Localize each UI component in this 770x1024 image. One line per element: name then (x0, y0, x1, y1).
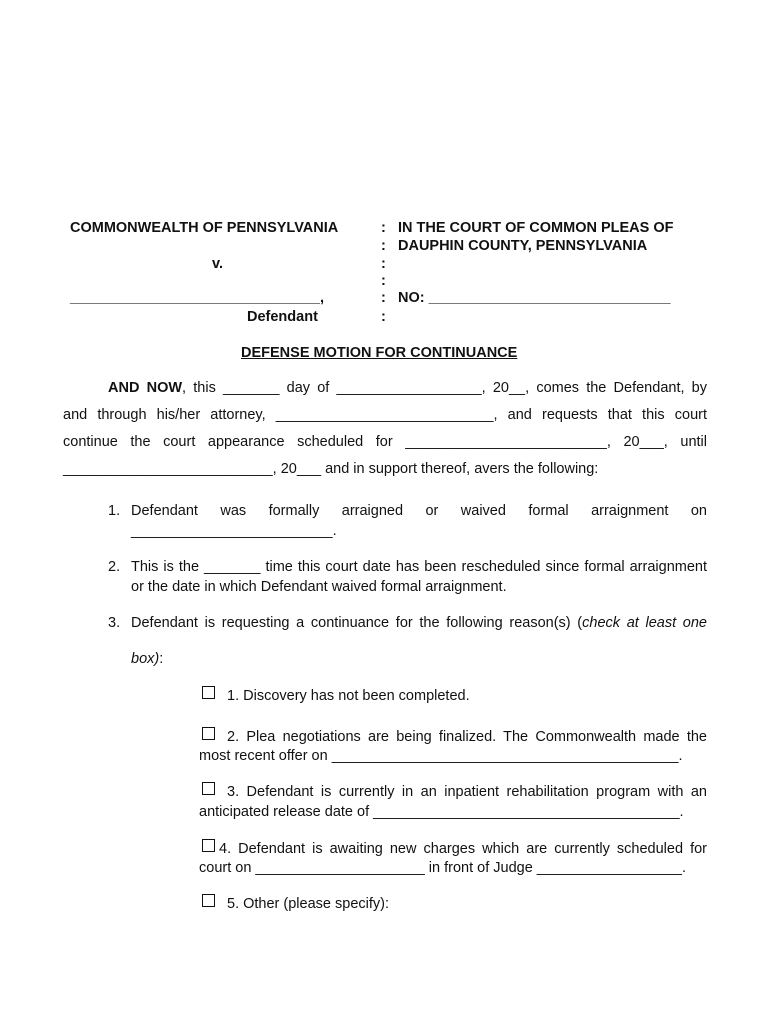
reason-4-label: 4. Defendant is awaiting new charges which are currently scheduled for (219, 841, 707, 857)
reason-5-label: 5. Other (please specify): (227, 896, 389, 912)
item-number: 2. (108, 559, 121, 575)
defendant-label: Defendant (247, 309, 318, 325)
reason-3-label: 3. Defendant is currently in an inpatient rehabilitation program with an (227, 784, 707, 800)
caption-colon: : (381, 256, 386, 272)
item-1-date-line: _________________________. (131, 523, 337, 539)
intro-line-1 (108, 380, 707, 396)
caption-colon: : (381, 273, 386, 289)
item-number: 1. (108, 503, 121, 519)
reason-4-checkbox[interactable] (202, 839, 215, 852)
and-now-label: AND NOW (108, 380, 183, 396)
reason-2-checkbox[interactable] (202, 727, 215, 740)
plaintiff-party: COMMONWEALTH OF PENNSYLVANIA (70, 220, 339, 236)
intro-line-2: and through his/her attorney, ___________________________, and requests that this court (63, 407, 707, 423)
court-name-line2: DAUPHIN COUNTY, PENNSYLVANIA (398, 238, 648, 254)
item-3-instruction-cont: box) (131, 651, 160, 667)
reason-1-checkbox[interactable] (202, 686, 215, 699)
reason-5-checkbox[interactable] (202, 894, 215, 907)
reason-2-label-cont: most recent offer on ___________________________________________. (199, 748, 683, 764)
reason-4-label-cont: court on _____________________ in front of Judge __________________. (199, 860, 686, 876)
versus-label: v. (212, 256, 224, 272)
item-3-colon: : (159, 651, 164, 667)
item-2-text: This is the _______ time this court date has been rescheduled since formal arraignment (131, 559, 707, 575)
defendant-name-line[interactable]: _______________________________, (70, 290, 325, 306)
caption-colon: : (381, 238, 386, 254)
caption-colon: : (381, 290, 386, 306)
item-3-text-main: Defendant is requesting a continuance for the following reason(s) ( (131, 615, 583, 631)
reason-2-label: 2. Plea negotiations are being finalized. The Commonwealth made the (227, 729, 707, 745)
item-2-text-cont: or the date in which Defendant waived formal arraignment. (131, 579, 507, 595)
reason-1-label: 1. Discovery has not been completed. (227, 688, 470, 704)
intro-line-1-text: , this _______ day of __________________, 20__, comes the Defendant, by (182, 380, 707, 396)
caption-colon: : (381, 309, 386, 325)
intro-line-4: __________________________, 20___ and in support thereof, avers the following: (63, 461, 599, 477)
court-name-line1: IN THE COURT OF COMMON PLEAS OF (398, 220, 674, 236)
document-title: DEFENSE MOTION FOR CONTINUANCE (241, 345, 518, 361)
reason-3-checkbox[interactable] (202, 782, 215, 795)
caption-colon: : (381, 220, 386, 236)
reason-3-label-cont: anticipated release date of ______________________________________. (199, 804, 684, 820)
item-3-text (131, 615, 707, 631)
intro-line-3: continue the court appearance scheduled for _________________________, 20___, until (63, 434, 707, 450)
item-3-instruction: check at least one (582, 615, 707, 631)
item-1-text: Defendant was formally arraigned or waived formal arraignment on (131, 503, 707, 519)
item-number: 3. (108, 615, 121, 631)
item-3-text-cont (131, 651, 163, 667)
case-number-field[interactable]: NO: ______________________________ (398, 290, 671, 306)
